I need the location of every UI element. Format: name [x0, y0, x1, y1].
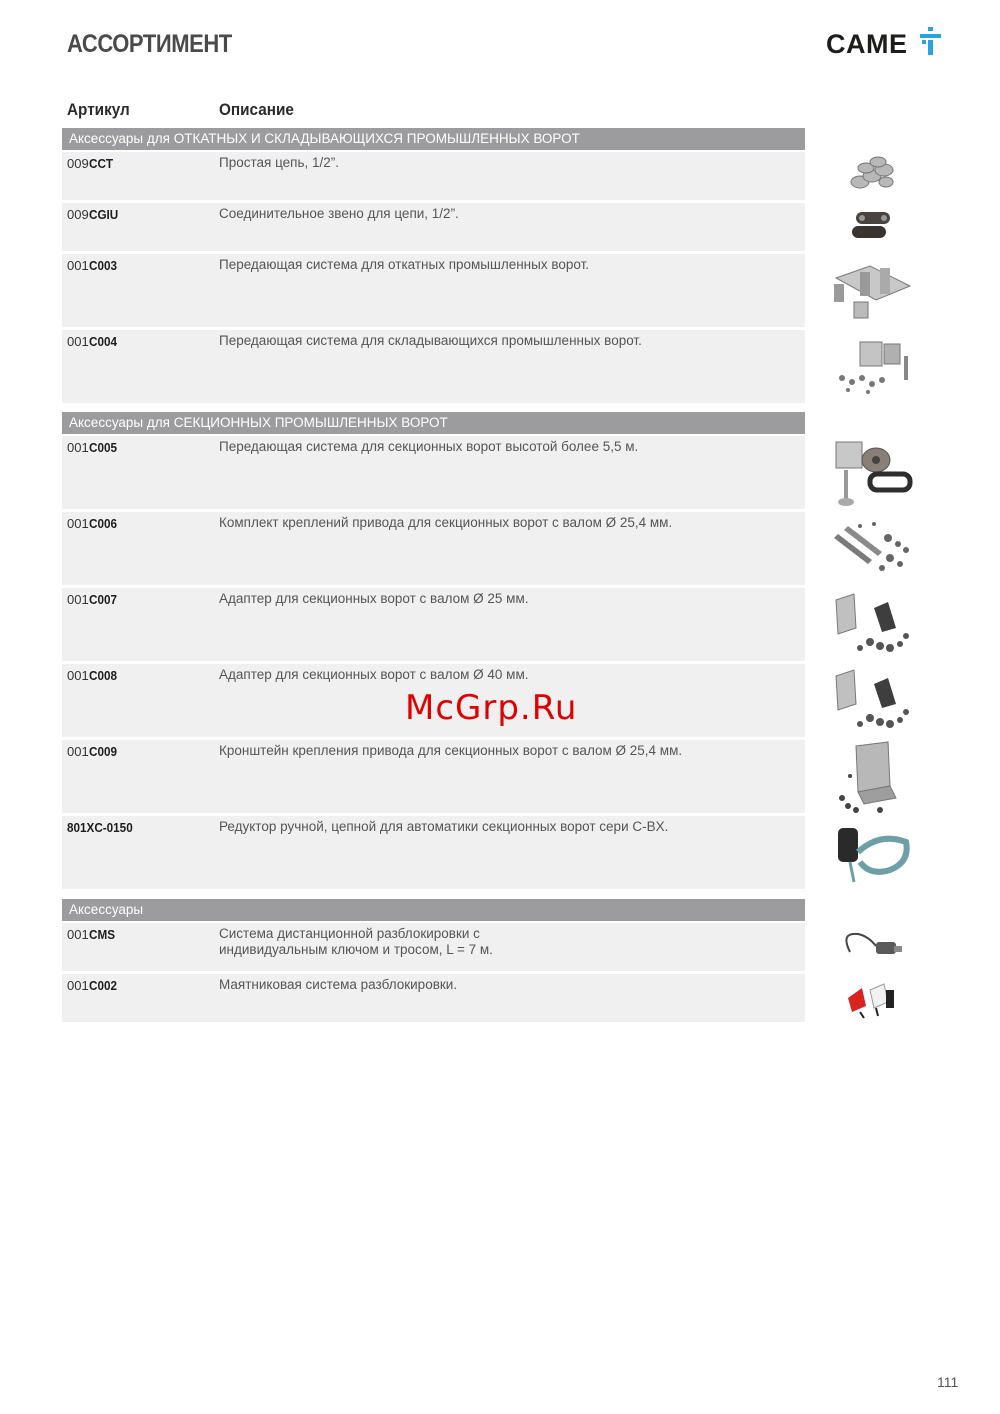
table-row	[62, 974, 805, 1022]
article-code: 009CCT	[67, 156, 113, 171]
table-row	[62, 436, 805, 509]
article-code: 001C009	[67, 744, 117, 759]
table-row	[62, 330, 805, 403]
section-heading: Аксессуары для ОТКАТНЫХ И СКЛАДЫВАЮЩИХСЯ ПРОМЫШЛЕННЫХ ВОРОТ	[62, 128, 805, 150]
item-description: Передающая система для складывающихся промышленных ворот.	[219, 333, 642, 348]
article-code: 001C007	[67, 592, 117, 607]
table-row	[62, 203, 805, 251]
watermark: McGrp.Ru	[405, 688, 578, 728]
section-sectional	[62, 412, 805, 892]
article-code: 001C003	[67, 258, 117, 273]
page-number: 111	[937, 1374, 959, 1390]
item-description: Редуктор ручной, цепной для автоматики секционных ворот сери C-BX.	[219, 819, 669, 834]
table-row	[62, 816, 805, 889]
table-row	[62, 740, 805, 813]
item-description: Адаптер для секционных ворот с валом Ø 40 мм.	[219, 667, 529, 682]
article-code: 801XC-0150	[67, 820, 133, 835]
article-code: 001C006	[67, 516, 117, 531]
adapter-40-image	[830, 666, 914, 736]
remote-release-image	[830, 926, 914, 966]
table-row	[62, 588, 805, 661]
item-description: Система дистанционной разблокировки с индивидуальным ключом и тросом, L = 7 м.	[219, 926, 493, 957]
item-description: Передающая система для откатных промышленных ворот.	[219, 257, 590, 272]
table-row	[62, 152, 805, 200]
item-description: Комплект креплений привода для секционных ворот с валом Ø 25,4 мм.	[219, 515, 673, 530]
transmission-sectional-image	[830, 434, 914, 512]
item-description: Передающая система для секционных ворот высотой более 5,5 м.	[219, 439, 639, 454]
article-code: 001C008	[67, 668, 117, 683]
logo-wordmark: CAME	[826, 29, 908, 59]
came-logo	[826, 26, 946, 62]
table-row	[62, 512, 805, 585]
item-description: Адаптер для секционных ворот с валом Ø 25 мм.	[219, 591, 529, 606]
table-row	[62, 254, 805, 327]
table-row	[62, 923, 805, 971]
adapter-25-image	[830, 590, 914, 660]
article-code: 001C005	[67, 440, 117, 455]
item-description: Соединительное звено для цепи, 1/2”.	[219, 206, 459, 221]
section-accessories	[62, 899, 805, 1025]
section-heading: Аксессуары	[62, 899, 805, 921]
mounting-kit-image	[830, 514, 914, 580]
article-code: 001C002	[67, 978, 117, 993]
column-header-description: Описание	[219, 100, 294, 119]
chain-link-image	[830, 204, 914, 248]
item-description: Простая цепь, 1/2”.	[219, 155, 340, 170]
article-code: 001CMS	[67, 927, 115, 942]
pendulum-release-image	[830, 976, 914, 1020]
section-sliding-folding	[62, 128, 805, 406]
article-code: 001C004	[67, 334, 117, 349]
chain-image	[830, 150, 914, 198]
logo-t-icon	[919, 26, 943, 56]
section-heading: Аксессуары для СЕКЦИОННЫХ ПРОМЫШЛЕННЫХ ВОРОТ	[62, 412, 805, 434]
transmission-sliding-image	[830, 258, 914, 324]
manual-reducer-image	[830, 822, 914, 888]
bracket-image	[830, 740, 914, 816]
column-header-article: Артикул	[67, 100, 130, 119]
item-description: Маятниковая система разблокировки.	[219, 977, 458, 992]
item-description: Кронштейн крепления привода для секционных ворот с валом Ø 25,4 мм.	[219, 743, 683, 758]
article-code: 009CGIU	[67, 207, 118, 222]
transmission-folding-image	[830, 334, 914, 400]
page-title: АССОРТИМЕНТ	[67, 30, 232, 58]
